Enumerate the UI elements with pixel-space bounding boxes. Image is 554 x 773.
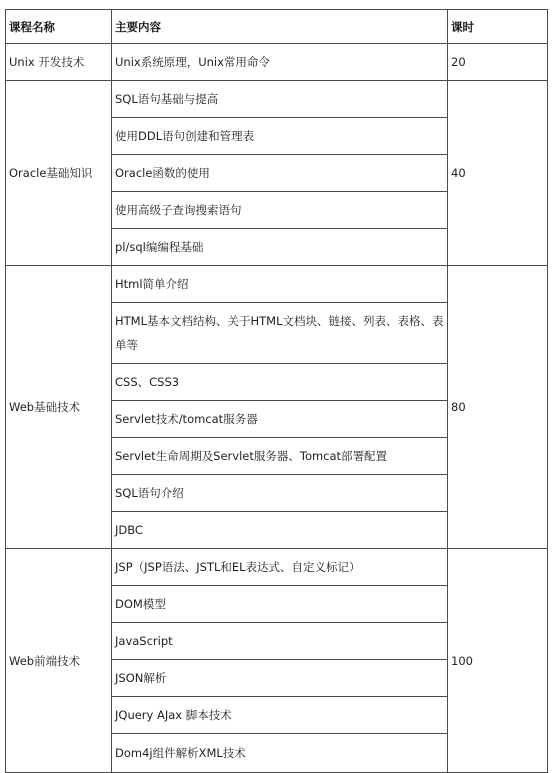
topic-cell: JQuery AJax 脚本技术 — [112, 697, 448, 734]
topic-cell: JSP（JSP语法、JSTL和EL表达式、自定义标记） — [112, 549, 448, 586]
topic-cell: Servlet生命周期及Servlet服务器、Tomcat部署配置 — [112, 438, 448, 475]
table-body — [6, 44, 548, 773]
topic-cell: 使用高级子查询搜索语句 — [112, 192, 448, 229]
topic-cell: Servlet技术/tomcat服务器 — [112, 401, 448, 438]
course-name-cell: Web基础技术 — [6, 266, 112, 549]
hours-cell: 100 — [448, 549, 548, 773]
topic-cell: JSON解析 — [112, 660, 448, 697]
topic-cell: SQL语句介绍 — [112, 475, 448, 512]
topic-cell: SQL语句基础与提高 — [112, 81, 448, 118]
table-row — [6, 549, 548, 586]
header-row — [6, 10, 548, 44]
table-header — [6, 10, 548, 44]
topic-cell: JDBC — [112, 512, 448, 549]
course-name-cell: Oracle基础知识 — [6, 81, 112, 266]
table-row — [6, 81, 548, 118]
topic-cell: DOM模型 — [112, 586, 448, 623]
course-name-cell: Web前端技术 — [6, 549, 112, 773]
topic-cell: 使用DDL语句创建和管理表 — [112, 118, 448, 155]
table-row — [6, 266, 548, 303]
topic-cell: CSS、CSS3 — [112, 364, 448, 401]
topic-cell: pl/sql编编程基础 — [112, 229, 448, 266]
topic-cell: Oracle函数的使用 — [112, 155, 448, 192]
topic-cell: JavaScript — [112, 623, 448, 660]
hours-cell: 80 — [448, 266, 548, 549]
topic-cell: Unix系统原理，Unix常用命令 — [112, 44, 448, 81]
hours-cell: 20 — [448, 44, 548, 81]
table-row — [6, 44, 548, 81]
topic-cell: Html简单介绍 — [112, 266, 448, 303]
header-course-name: 课程名称 — [6, 10, 112, 44]
header-hours: 课时 — [448, 10, 548, 44]
course-table — [5, 9, 548, 773]
course-name-cell: Unix 开发技术 — [6, 44, 112, 81]
hours-cell: 40 — [448, 81, 548, 266]
topic-cell: HTML基本文档结构、关于HTML文档块、链接、列表、表格、表单等 — [112, 303, 448, 364]
topic-cell: Dom4j组件解析XML技术 — [112, 734, 448, 773]
header-main-content: 主要内容 — [112, 10, 448, 44]
